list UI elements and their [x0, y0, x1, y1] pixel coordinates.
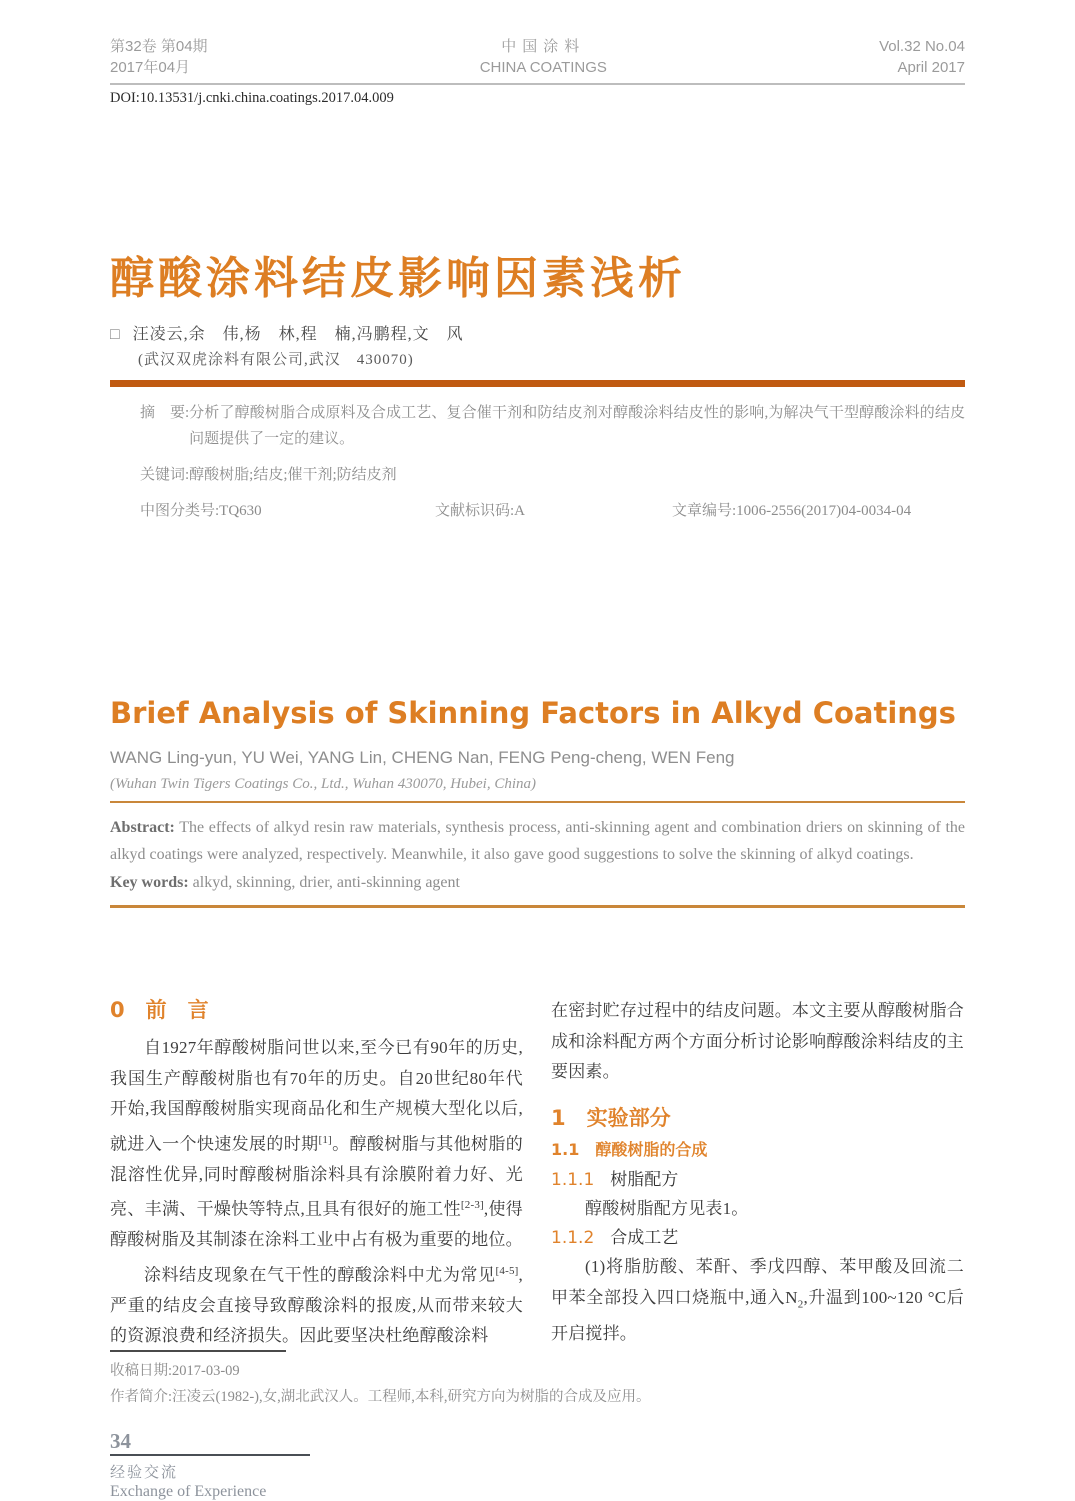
divider-rule-thick: [110, 905, 965, 908]
article-id: 文章编号:1006-2556(2017)04-0034-04: [672, 503, 912, 519]
authors-row: [110, 321, 965, 344]
paragraph-1-text-c: ,使得醇酸树脂及其制漆在涂料工业中占有极为重要的地位。: [110, 1199, 523, 1250]
paragraph-1: [110, 1033, 523, 1256]
abstract-en-label: Abstract:: [110, 819, 175, 836]
authors-en: WANG Ling-yun, YU Wei, YANG Lin, CHENG Nan, FENG Peng-cheng, WEN Feng: [110, 748, 735, 767]
keywords-en-text: alkyd, skinning, drier, anti-skinning agent: [192, 874, 460, 891]
author-bio: 作者简介:汪凌云(1982-),女,湖北武汉人。工程师,本科,研究方向为树脂的合成及应用。: [110, 1389, 651, 1405]
section-1-1-1-text: 醇酸树脂配方见表1。: [585, 1198, 749, 1218]
abstract-cn-block: [110, 400, 965, 523]
abstract-cn-row: [140, 400, 965, 452]
reference-1: [1]: [318, 1133, 332, 1146]
journal-name-cn: 中国涂料: [501, 38, 586, 55]
paragraph-3: [551, 1252, 964, 1350]
page-footer: [110, 1430, 965, 1501]
paragraph-2-text-b: ,严重的结皮会直接导致醇酸涂料的报废,从而带来较大的资源浪费和经济损失。因此要坚决杜绝醇酸涂料: [110, 1265, 523, 1346]
paragraph-3-text-b: ,升温到100~120 °C后开启搅拌。: [551, 1287, 964, 1344]
paragraph-1-text-a: 自1927年醇酸树脂问世以来,至今已有90年的历史,我国生产醇酸树脂也有70年的历史。自20世纪80年代开始,我国醇酸树脂实现商品化和生产规模大型化以后,就进入一个快速发展的时期: [110, 1038, 523, 1154]
keywords-cn-label: 关键词:: [140, 467, 190, 483]
section-1-1-1-title: 树脂配方: [610, 1169, 679, 1189]
header-issue-en: [879, 36, 965, 78]
paragraph-1-text-b: 。醇酸树脂与其他树脂的混溶性优异,同时醇酸树脂涂料具有涂膜附着力好、光亮、丰满、干燥快等特点,且具有很好的施工性: [110, 1134, 523, 1219]
keywords-en: [110, 869, 965, 896]
section-1-1-1-number: 1.1.1: [551, 1169, 595, 1190]
reference-4-5: [4-5]: [495, 1264, 519, 1277]
section-1-heading: 1 实验部分: [551, 1105, 671, 1130]
paragraph-2-continuation: 在密封贮存过程中的结皮问题。本文主要从醇酸树脂合成和涂料配方两个方面分析讨论影响醇酸涂料结皮的主要因素。: [551, 1001, 964, 1081]
right-column: [551, 996, 964, 1344]
section-1-1-2-title: 合成工艺: [610, 1228, 679, 1247]
title-divider-bar: [110, 380, 965, 387]
author-marker-icon: □: [110, 326, 121, 343]
reference-2-3: [2-3]: [460, 1199, 484, 1212]
keywords-en-label: Key words:: [110, 874, 189, 891]
section-1-1-1-heading: [551, 1166, 964, 1194]
clc-number: 中图分类号:TQ630: [140, 503, 262, 519]
section-0-heading: 0 前 言: [110, 998, 209, 1022]
journal-name-en: CHINA COATINGS: [479, 59, 607, 76]
affiliation-en: (Wuhan Twin Tigers Coatings Co., Ltd., Wuhan 430070, Hubei, China): [110, 776, 537, 792]
article-body: [110, 996, 965, 1346]
section-1-1-2-heading: [551, 1224, 964, 1252]
journal-header: [110, 36, 965, 85]
abstract-en-text: The effects of alkyd resin raw materials, synthesis process, anti-skinning agent and combination driers on skinning of the alkyd coatings were analyzed, respectively. Meanwhile, it also gave good suggestions to solve the skinning of alkyd coatings.: [110, 819, 965, 863]
abstract-cn-label: 摘 要:: [140, 405, 190, 421]
page-number-rule: [110, 1454, 310, 1456]
footnote-block: [110, 1350, 965, 1410]
abstract-en: [110, 814, 965, 868]
page-number: 34: [110, 1429, 131, 1453]
article-title-cn: 醇酸涂料结皮影响因素浅析: [110, 253, 686, 304]
section-1-1-2-number: 1.1.2: [551, 1228, 595, 1248]
left-column: [110, 996, 523, 1346]
document-code: 文献标识码:A: [435, 503, 526, 519]
column-name-en: Exchange of Experience: [110, 1483, 267, 1500]
section-1-1-heading: 1.1 醇酸树脂的合成: [551, 1139, 708, 1159]
divider-rule-thin: [110, 801, 965, 803]
article-title-en: Brief Analysis of Skinning Factors in Alkyd Coatings: [110, 696, 956, 730]
nitrogen-subscript: 2: [797, 1297, 804, 1310]
volume-issue-en: Vol.32 No.04: [879, 38, 965, 55]
date-en: April 2017: [897, 59, 965, 76]
received-date: 收稿日期:2017-03-09: [110, 1363, 240, 1379]
header-issue-cn: [110, 36, 208, 78]
paragraph-2-text-a: 涂料结皮现象在气干性的醇酸涂料中尤为常见: [144, 1265, 496, 1285]
date-cn: 2017年04月: [110, 59, 191, 76]
column-name-cn: 经验交流: [110, 1465, 179, 1481]
keywords-cn-text: 醇酸树脂;结皮;催干剂;防结皮剂: [189, 467, 397, 483]
paragraph-2: [110, 1256, 523, 1352]
doi-line: DOI:10.13531/j.cnki.china.coatings.2017.04.009: [110, 90, 394, 106]
classification-row: [140, 499, 965, 523]
keywords-cn-row: [140, 463, 965, 487]
affiliation-cn: (武汉双虎涂料有限公司,武汉 430070): [138, 352, 414, 368]
paragraph-3-text-a: (1)将脂肪酸、苯酐、季戊四醇、苯甲酸及回流二甲苯全部投入四口烧瓶中,通入N: [551, 1257, 964, 1307]
journal-name: [480, 36, 607, 78]
abstract-cn-text: 分析了醇酸树脂合成原料及合成工艺、复合催干剂和防结皮剂对醇酸涂料结皮性的影响,为解决气干型醇酸涂料的结皮问题提供了一定的建议。: [189, 405, 965, 447]
authors-cn: 汪凌云,余 伟,杨 林,程 楠,冯鹏程,文 风: [132, 326, 464, 343]
english-block: [110, 695, 965, 908]
volume-issue-cn: 第32卷 第04期: [110, 38, 208, 55]
